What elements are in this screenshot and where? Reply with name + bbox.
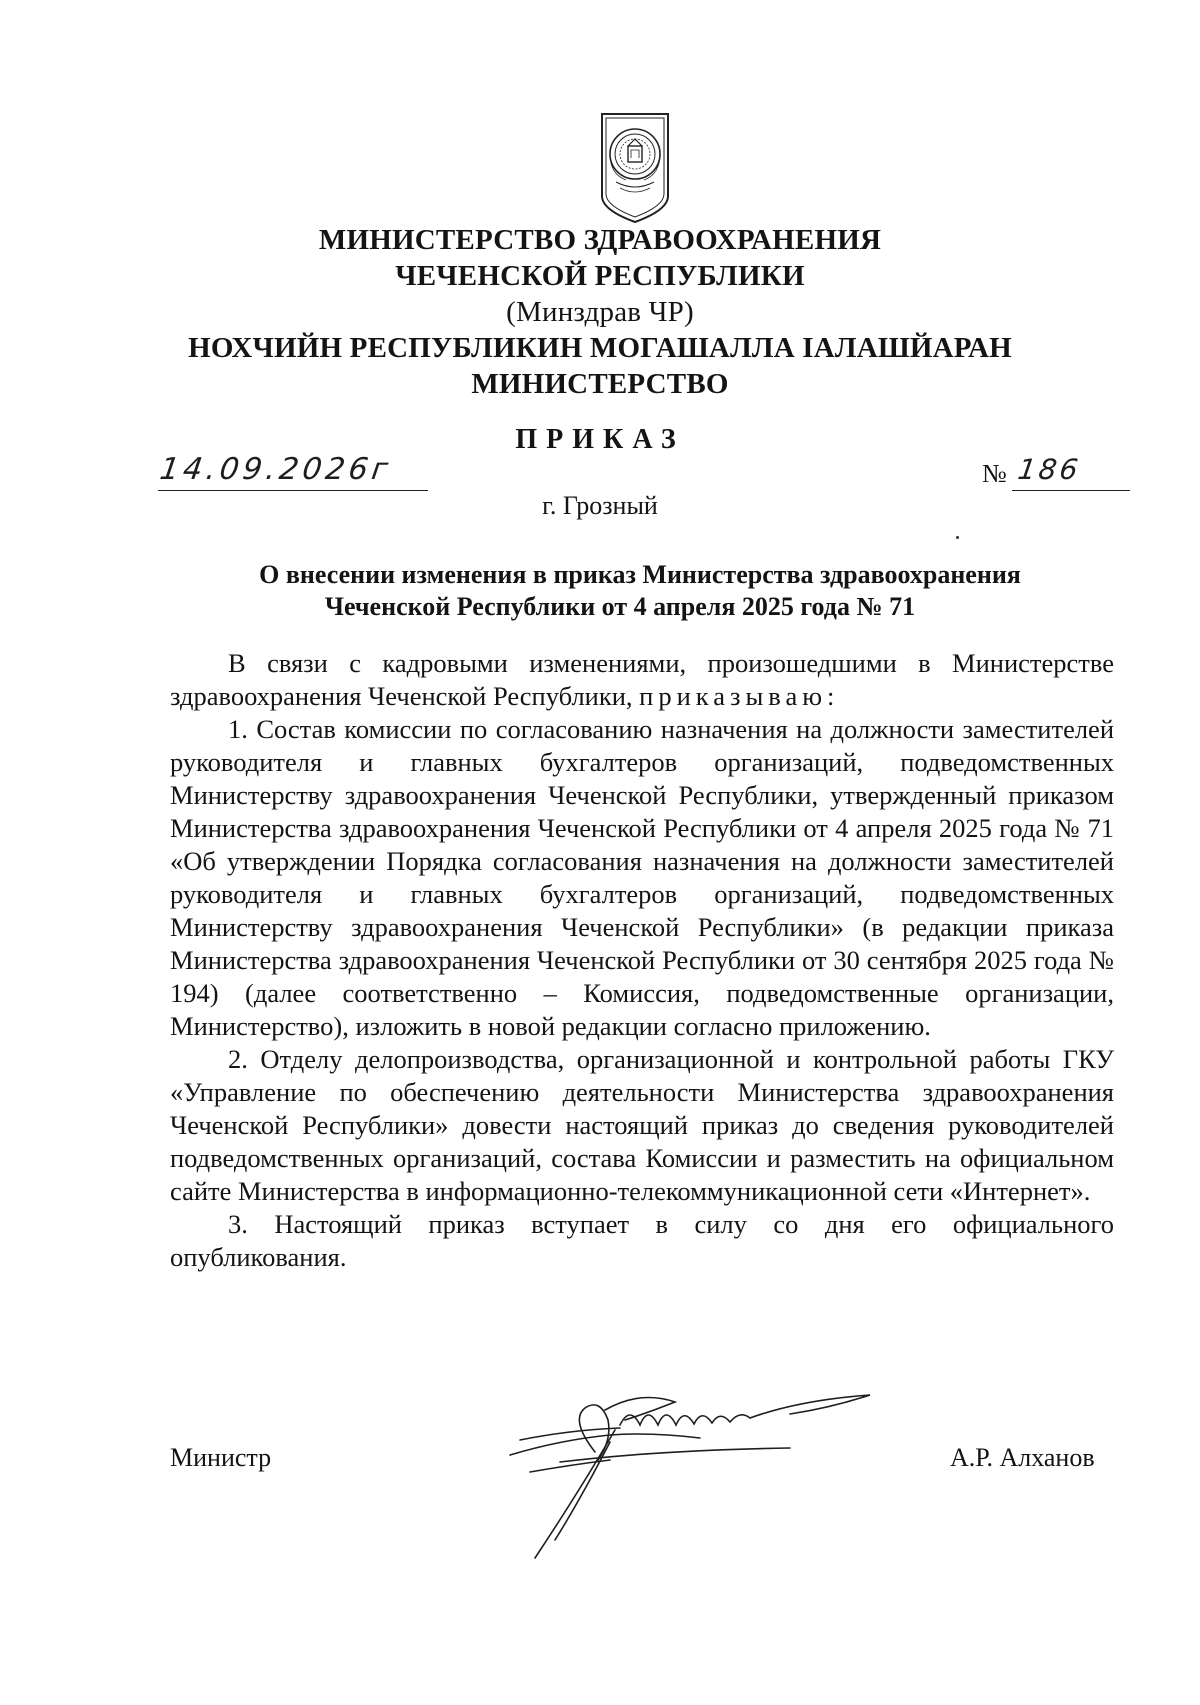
ministry-name-chechen-line1: НОХЧИЙН РЕСПУБЛИКИН МОГАШАЛЛА ІАЛАШЙАРАН <box>188 332 1012 364</box>
intro-paragraph <box>170 647 1114 713</box>
paragraph-item-3: 3. Настоящий приказ вступает в силу со дня его официального опубликования. <box>170 1209 1114 1272</box>
handwritten-signature-icon <box>500 1380 920 1570</box>
subject-line1: О внесении изменения в приказ Министерства здравоохранения <box>259 560 1021 589</box>
document-title: ПРИКАЗ <box>515 424 685 455</box>
order-body <box>170 647 1114 1274</box>
ministry-abbreviation: (Минздрав ЧР) <box>506 296 694 328</box>
order-date: 14.09.2026г <box>157 452 395 487</box>
ministry-name-line1: МИНИСТЕРСТВО ЗДРАВООХРАНЕНИЯ <box>318 224 882 256</box>
signatory-position: Министр <box>170 1443 272 1472</box>
stray-dot <box>956 536 959 539</box>
subject-line2: Чеченской Республики от 4 апреля 2025 года № 71 <box>324 592 916 621</box>
ministry-name-chechen-line2: МИНИСТЕРСТВО <box>471 368 729 400</box>
intro-text: В связи с кадровыми изменениями, произошедшими в Министерстве здравоохранения Чеченской Республики, <box>170 648 1114 711</box>
order-number: 186 <box>1015 453 1083 486</box>
number-sign: № <box>982 459 1007 488</box>
coat-of-arms-icon <box>596 112 674 224</box>
order-city: г. Грозный <box>542 491 658 520</box>
paragraph-item-1: 1. Состав комиссии по согласованию назначения на должности заместителей руководителя и главных бухгалтеров организаций, подведомственных Министерству здравоохранения Чеченской Республики, утвержденный приказом Министерства здравоохранения Чеченской Республики от 4 апреля 2025 года № 71 «Об утверждении Порядка согласования назначения на должности заместителей руководителя и главных бухгалтеров организаций, подведомственных Министерству здравоохранения Чеченской Республики» (в редакции приказа Министерства здравоохранения Чеченской Республики от 30 сентября 2025 года № 194) (далее соответственно – Комиссия, подведомственные организации, Министерство), изложить в новой редакции согласно приложению. <box>170 714 1114 1041</box>
intro-command: приказываю: <box>639 681 840 711</box>
signatory-name: А.Р. Алханов <box>950 1443 1095 1472</box>
ministry-name-line2: ЧЕЧЕНСКОЙ РЕСПУБЛИКИ <box>395 260 805 292</box>
ministry-header <box>0 222 1200 402</box>
paragraph-item-2: 2. Отделу делопроизводства, организационной и контрольной работы ГКУ «Управление по обеспечению деятельности Министерства здравоохранения Чеченской Республики» довести настоящий приказ до сведения руководителей подведомственных организаций, состава Комиссии и разместить на официальном сайте Министерства в информационно-телекоммуникационной сети «Интернет». <box>170 1044 1114 1206</box>
order-subject <box>170 559 1070 623</box>
